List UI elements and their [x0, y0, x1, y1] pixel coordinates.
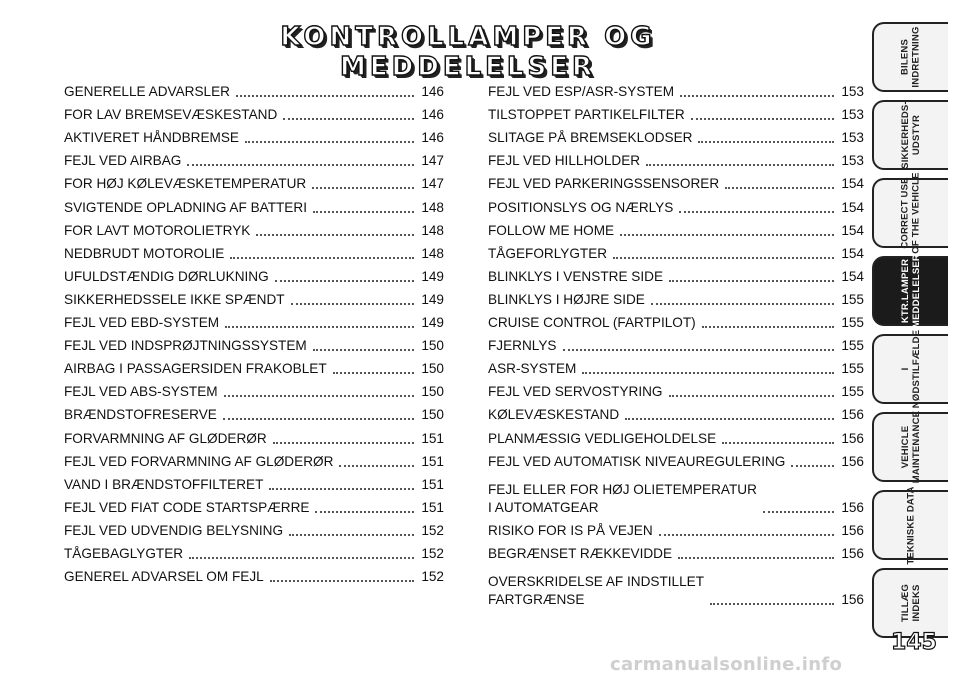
watermark: carmanualsonline.info	[610, 654, 843, 675]
toc-entry-page: 152	[421, 545, 444, 561]
toc-entry-page: 155	[841, 384, 864, 400]
toc-entry-title: FOR LAVT MOTOROLIETRYK	[64, 222, 251, 238]
toc-entry-page: 152	[421, 522, 444, 538]
toc-entry-title: UFULDSTÆNDIG DØRLUKNING	[64, 268, 269, 284]
toc-entry-page: 153	[841, 153, 864, 169]
toc-entry[interactable]	[64, 355, 444, 378]
dot-leader	[620, 224, 834, 236]
toc-entry[interactable]	[64, 517, 444, 540]
toc-entry[interactable]	[488, 217, 864, 240]
toc-entry-title: FEJL VED ABS-SYSTEM	[64, 384, 218, 400]
toc-entry-page: 146	[421, 107, 444, 123]
toc-entry[interactable]	[64, 401, 444, 424]
section-tab-label: CORRECT USE OF THE VEHICLE	[900, 172, 923, 254]
section-tab-label: I NØDSTILFÆLDE	[900, 329, 922, 409]
dot-leader	[256, 224, 414, 236]
dot-leader	[613, 247, 834, 259]
dot-leader	[273, 432, 414, 444]
dot-leader	[291, 293, 414, 305]
dot-leader	[651, 293, 834, 305]
toc-entry[interactable]	[488, 355, 864, 378]
dot-leader	[223, 408, 414, 420]
toc-entry[interactable]	[64, 540, 444, 563]
toc-entry-title: SIKKERHEDSSELE IKKE SPÆNDT	[64, 291, 285, 307]
toc-entry-page: 153	[841, 130, 864, 146]
toc-entry-page: 150	[421, 338, 444, 354]
toc-right-column	[488, 78, 864, 609]
toc-entry[interactable]	[488, 263, 864, 286]
section-tab[interactable]	[872, 172, 948, 254]
toc-entry[interactable]	[64, 448, 444, 471]
toc-entry[interactable]	[488, 424, 864, 447]
section-tab-label: VEHICLE MAINTENANCE	[900, 410, 922, 484]
dot-leader	[582, 362, 834, 374]
toc-entry-page: 155	[841, 338, 864, 354]
toc-entry-page: 154	[841, 245, 864, 261]
toc-entry[interactable]	[64, 309, 444, 332]
dot-leader	[269, 478, 414, 490]
toc-entry[interactable]	[488, 147, 864, 170]
toc-entry-page: 151	[421, 453, 444, 469]
toc-entry[interactable]	[64, 332, 444, 355]
section-tab[interactable]	[872, 329, 948, 409]
toc-entry[interactable]	[64, 471, 444, 494]
toc-entry[interactable]	[488, 124, 864, 147]
toc-entry[interactable]	[488, 78, 864, 101]
toc-entry-title: FOR HØJ KØLEVÆSKETEMPERATUR	[64, 176, 307, 192]
toc-entry-title: OVERSKRIDELSE AF INDSTILLET FARTGRÆNSE	[488, 574, 705, 608]
section-tab-label: TEKNISKE DATA	[905, 485, 917, 565]
toc-entry-title: FJERNLYS	[488, 338, 557, 354]
toc-entry-title: FEJL VED SERVOSTYRING	[488, 384, 663, 400]
toc-entry-title: BEGRÆNSET RÆKKEVIDDE	[488, 545, 673, 561]
section-tab[interactable]	[872, 22, 948, 92]
toc-entry-title: FEJL ELLER FOR HØJ OLIETEMPERATUR I AUTOMATGEAR	[488, 481, 757, 515]
section-tab[interactable]	[872, 256, 948, 326]
toc-entry-page: 148	[421, 245, 444, 261]
dot-leader	[339, 455, 414, 467]
dot-leader	[275, 270, 414, 282]
toc-entry-title: FEJL VED AUTOMATISK NIVEAUREGULERING	[488, 453, 786, 469]
toc-entry[interactable]	[488, 309, 864, 332]
toc-entry-page: 153	[841, 84, 864, 100]
toc-entry-page: 156	[841, 545, 864, 561]
toc-entry-title: FEJL VED FIAT CODE STARTSPÆRRE	[64, 499, 310, 515]
toc-entry[interactable]	[64, 78, 444, 101]
toc-entry[interactable]	[488, 240, 864, 263]
toc-entry-title: BLINKLYS I VENSTRE SIDE	[488, 268, 664, 284]
toc-entry-title: TILSTOPPET PARTIKELFILTER	[488, 107, 685, 123]
toc-entry[interactable]	[64, 378, 444, 401]
toc-entry-page: 153	[841, 107, 864, 123]
dot-leader	[678, 547, 834, 559]
toc-entry[interactable]	[64, 217, 444, 240]
toc-entry-title: FEJL VED ESP/ASR-SYSTEM	[488, 84, 675, 100]
toc-entry[interactable]	[488, 378, 864, 401]
toc-entry-title: VAND I BRÆNDSTOFFILTERET	[64, 476, 264, 492]
toc-entry-title: AIRBAG I PASSAGERSIDEN FRAKOBLET	[64, 361, 327, 377]
toc-entry[interactable]	[64, 494, 444, 517]
dot-leader	[312, 177, 414, 189]
dot-leader	[691, 108, 834, 120]
toc-entry-title: FEJL VED HILLHOLDER	[488, 153, 641, 169]
dot-leader	[245, 131, 414, 143]
dot-leader	[563, 339, 835, 351]
dot-leader	[679, 201, 834, 213]
toc-entry[interactable]	[488, 540, 864, 563]
toc-entry-title: AKTIVERET HÅNDBREMSE	[64, 130, 239, 146]
toc-entry-title: POSITIONSLYS OG NÆRLYS	[488, 199, 674, 215]
dot-leader	[669, 385, 835, 397]
dot-leader	[722, 432, 834, 444]
toc-entry-title: FORVARMNING AF GLØDERØR	[64, 430, 267, 446]
toc-entry-page: 154	[841, 268, 864, 284]
toc-entry-title: FOLLOW ME HOME	[488, 222, 615, 238]
toc-entry-title: PLANMÆSSIG VEDLIGEHOLDELSE	[488, 430, 717, 446]
toc-entry-page: 154	[841, 176, 864, 192]
toc-entry-page: 150	[421, 361, 444, 377]
toc-entry-page: 156	[841, 499, 864, 515]
toc-entry[interactable]	[64, 240, 444, 263]
dot-leader	[659, 524, 834, 536]
toc-entry[interactable]	[64, 563, 444, 586]
toc-entry-title: GENEREL ADVARSEL OM FEJL	[64, 569, 264, 585]
toc-entry-title: SVIGTENDE OPLADNING AF BATTERI	[64, 199, 307, 215]
dot-leader	[313, 339, 414, 351]
toc-entry-page: 155	[841, 315, 864, 331]
toc-entry-page: 156	[841, 430, 864, 446]
toc-entry-page: 146	[421, 130, 444, 146]
toc-entry[interactable]	[64, 286, 444, 309]
toc-entry-page: 156	[841, 592, 864, 608]
toc-entry-page: 150	[421, 384, 444, 400]
toc-entry-page: 149	[421, 291, 444, 307]
toc-entry-title: FEJL VED FORVARMNING AF GLØDERØR	[64, 453, 334, 469]
toc-entry[interactable]	[488, 193, 864, 216]
toc-entry-page: 149	[421, 315, 444, 331]
toc-entry-page: 150	[421, 407, 444, 423]
toc-entry[interactable]	[488, 563, 864, 609]
toc-entry-page: 147	[421, 153, 444, 169]
toc-entry[interactable]	[488, 517, 864, 540]
toc-entry[interactable]	[488, 170, 864, 193]
page-number: 145	[891, 630, 937, 655]
toc-entry-title: FEJL VED UDVENDIG BELYSNING	[64, 522, 284, 538]
toc-entry[interactable]	[64, 424, 444, 447]
toc-entry-title: TÅGEBAGLYGTER	[64, 545, 184, 561]
dot-leader	[289, 524, 414, 536]
toc-entry[interactable]	[64, 147, 444, 170]
dot-leader	[680, 85, 834, 97]
toc-entry-page: 155	[841, 291, 864, 307]
toc-entry[interactable]	[488, 286, 864, 309]
dot-leader	[313, 201, 414, 213]
toc-entry[interactable]	[488, 471, 864, 517]
toc-entry-page: 154	[841, 199, 864, 215]
toc-entry-page: 151	[421, 499, 444, 515]
toc-entry-title: NEDBRUDT MOTOROLIE	[64, 245, 225, 261]
dot-leader	[646, 154, 834, 166]
section-tab[interactable]	[872, 100, 948, 170]
toc-entry-title: FOR LAV BREMSEVÆSKESTAND	[64, 107, 278, 123]
toc-entry[interactable]	[64, 263, 444, 286]
toc-entry[interactable]	[64, 101, 444, 124]
toc-entry[interactable]	[64, 193, 444, 216]
section-tab[interactable]	[872, 485, 948, 565]
toc-entry-title: CRUISE CONTROL (FARTPILOT)	[488, 315, 696, 331]
toc-entry-title: FEJL VED PARKERINGSSENSORER	[488, 176, 720, 192]
toc-entry-page: 147	[421, 176, 444, 192]
toc-entry-page: 152	[421, 569, 444, 585]
toc-entry[interactable]	[488, 101, 864, 124]
toc-entry-title: GENERELLE ADVARSLER	[64, 84, 230, 100]
dot-leader	[224, 385, 414, 397]
dot-leader	[225, 316, 414, 328]
dot-leader	[270, 570, 414, 582]
dot-leader	[791, 455, 834, 467]
dot-leader	[283, 108, 414, 120]
toc-entry-page: 148	[421, 222, 444, 238]
dot-leader	[189, 547, 414, 559]
dot-leader	[230, 247, 414, 259]
page-title: KONTROLLAMPER OG MEDDELELSER	[280, 22, 656, 82]
toc-entry[interactable]	[64, 124, 444, 147]
toc-entry-title: SLITAGE PÅ BREMSEKLODSER	[488, 130, 693, 146]
toc-entry-title: ASR-SYSTEM	[488, 361, 577, 377]
dot-leader	[763, 501, 834, 513]
toc-entry-title: BLINKLYS I HØJRE SIDE	[488, 291, 645, 307]
dot-leader	[698, 131, 834, 143]
section-tab-label: TILLÆG INDEKS	[899, 583, 922, 623]
toc-left-column	[64, 78, 444, 586]
dot-leader	[702, 316, 834, 328]
toc-entry-title: TÅGEFORLYGTER	[488, 245, 608, 261]
section-tab[interactable]	[872, 568, 948, 638]
toc-entry-page: 151	[421, 476, 444, 492]
section-tab-label: SIKKERHEDS- UDSTYR	[900, 101, 922, 169]
toc-entry[interactable]	[488, 448, 864, 471]
section-tab-label: KTR.LAMPER MEDDELELSER	[899, 254, 922, 328]
dot-leader	[315, 501, 414, 513]
toc-entry-page: 146	[421, 84, 444, 100]
toc-entry-title: KØLEVÆSKESTAND	[488, 407, 620, 423]
toc-entry-title: BRÆNDSTOFRESERVE	[64, 407, 217, 423]
section-tab[interactable]	[872, 412, 948, 482]
dot-leader	[625, 408, 834, 420]
dot-leader	[725, 177, 834, 189]
dot-leader	[710, 593, 834, 605]
toc-entry[interactable]	[64, 170, 444, 193]
toc-entry-page: 148	[421, 199, 444, 215]
toc-entry-page: 156	[841, 522, 864, 538]
dot-leader	[187, 154, 414, 166]
toc-entry-title: FEJL VED INDSPRØJTNINGSSYSTEM	[64, 338, 307, 354]
toc-entry-page: 149	[421, 268, 444, 284]
toc-entry-page: 156	[841, 453, 864, 469]
dot-leader	[669, 270, 834, 282]
toc-entry-page: 151	[421, 430, 444, 446]
toc-entry-title: FEJL VED EBD-SYSTEM	[64, 315, 220, 331]
section-tab-label: BILENS INDRETNING	[900, 26, 922, 88]
toc-entry[interactable]	[488, 332, 864, 355]
dot-leader	[236, 85, 414, 97]
toc-entry-page: 154	[841, 222, 864, 238]
dot-leader	[333, 362, 414, 374]
toc-entry-title: FEJL VED AIRBAG	[64, 153, 182, 169]
toc-entry-title: RISIKO FOR IS PÅ VEJEN	[488, 522, 653, 538]
toc-entry-page: 156	[841, 407, 864, 423]
toc-entry-page: 155	[841, 361, 864, 377]
toc-entry[interactable]	[488, 401, 864, 424]
